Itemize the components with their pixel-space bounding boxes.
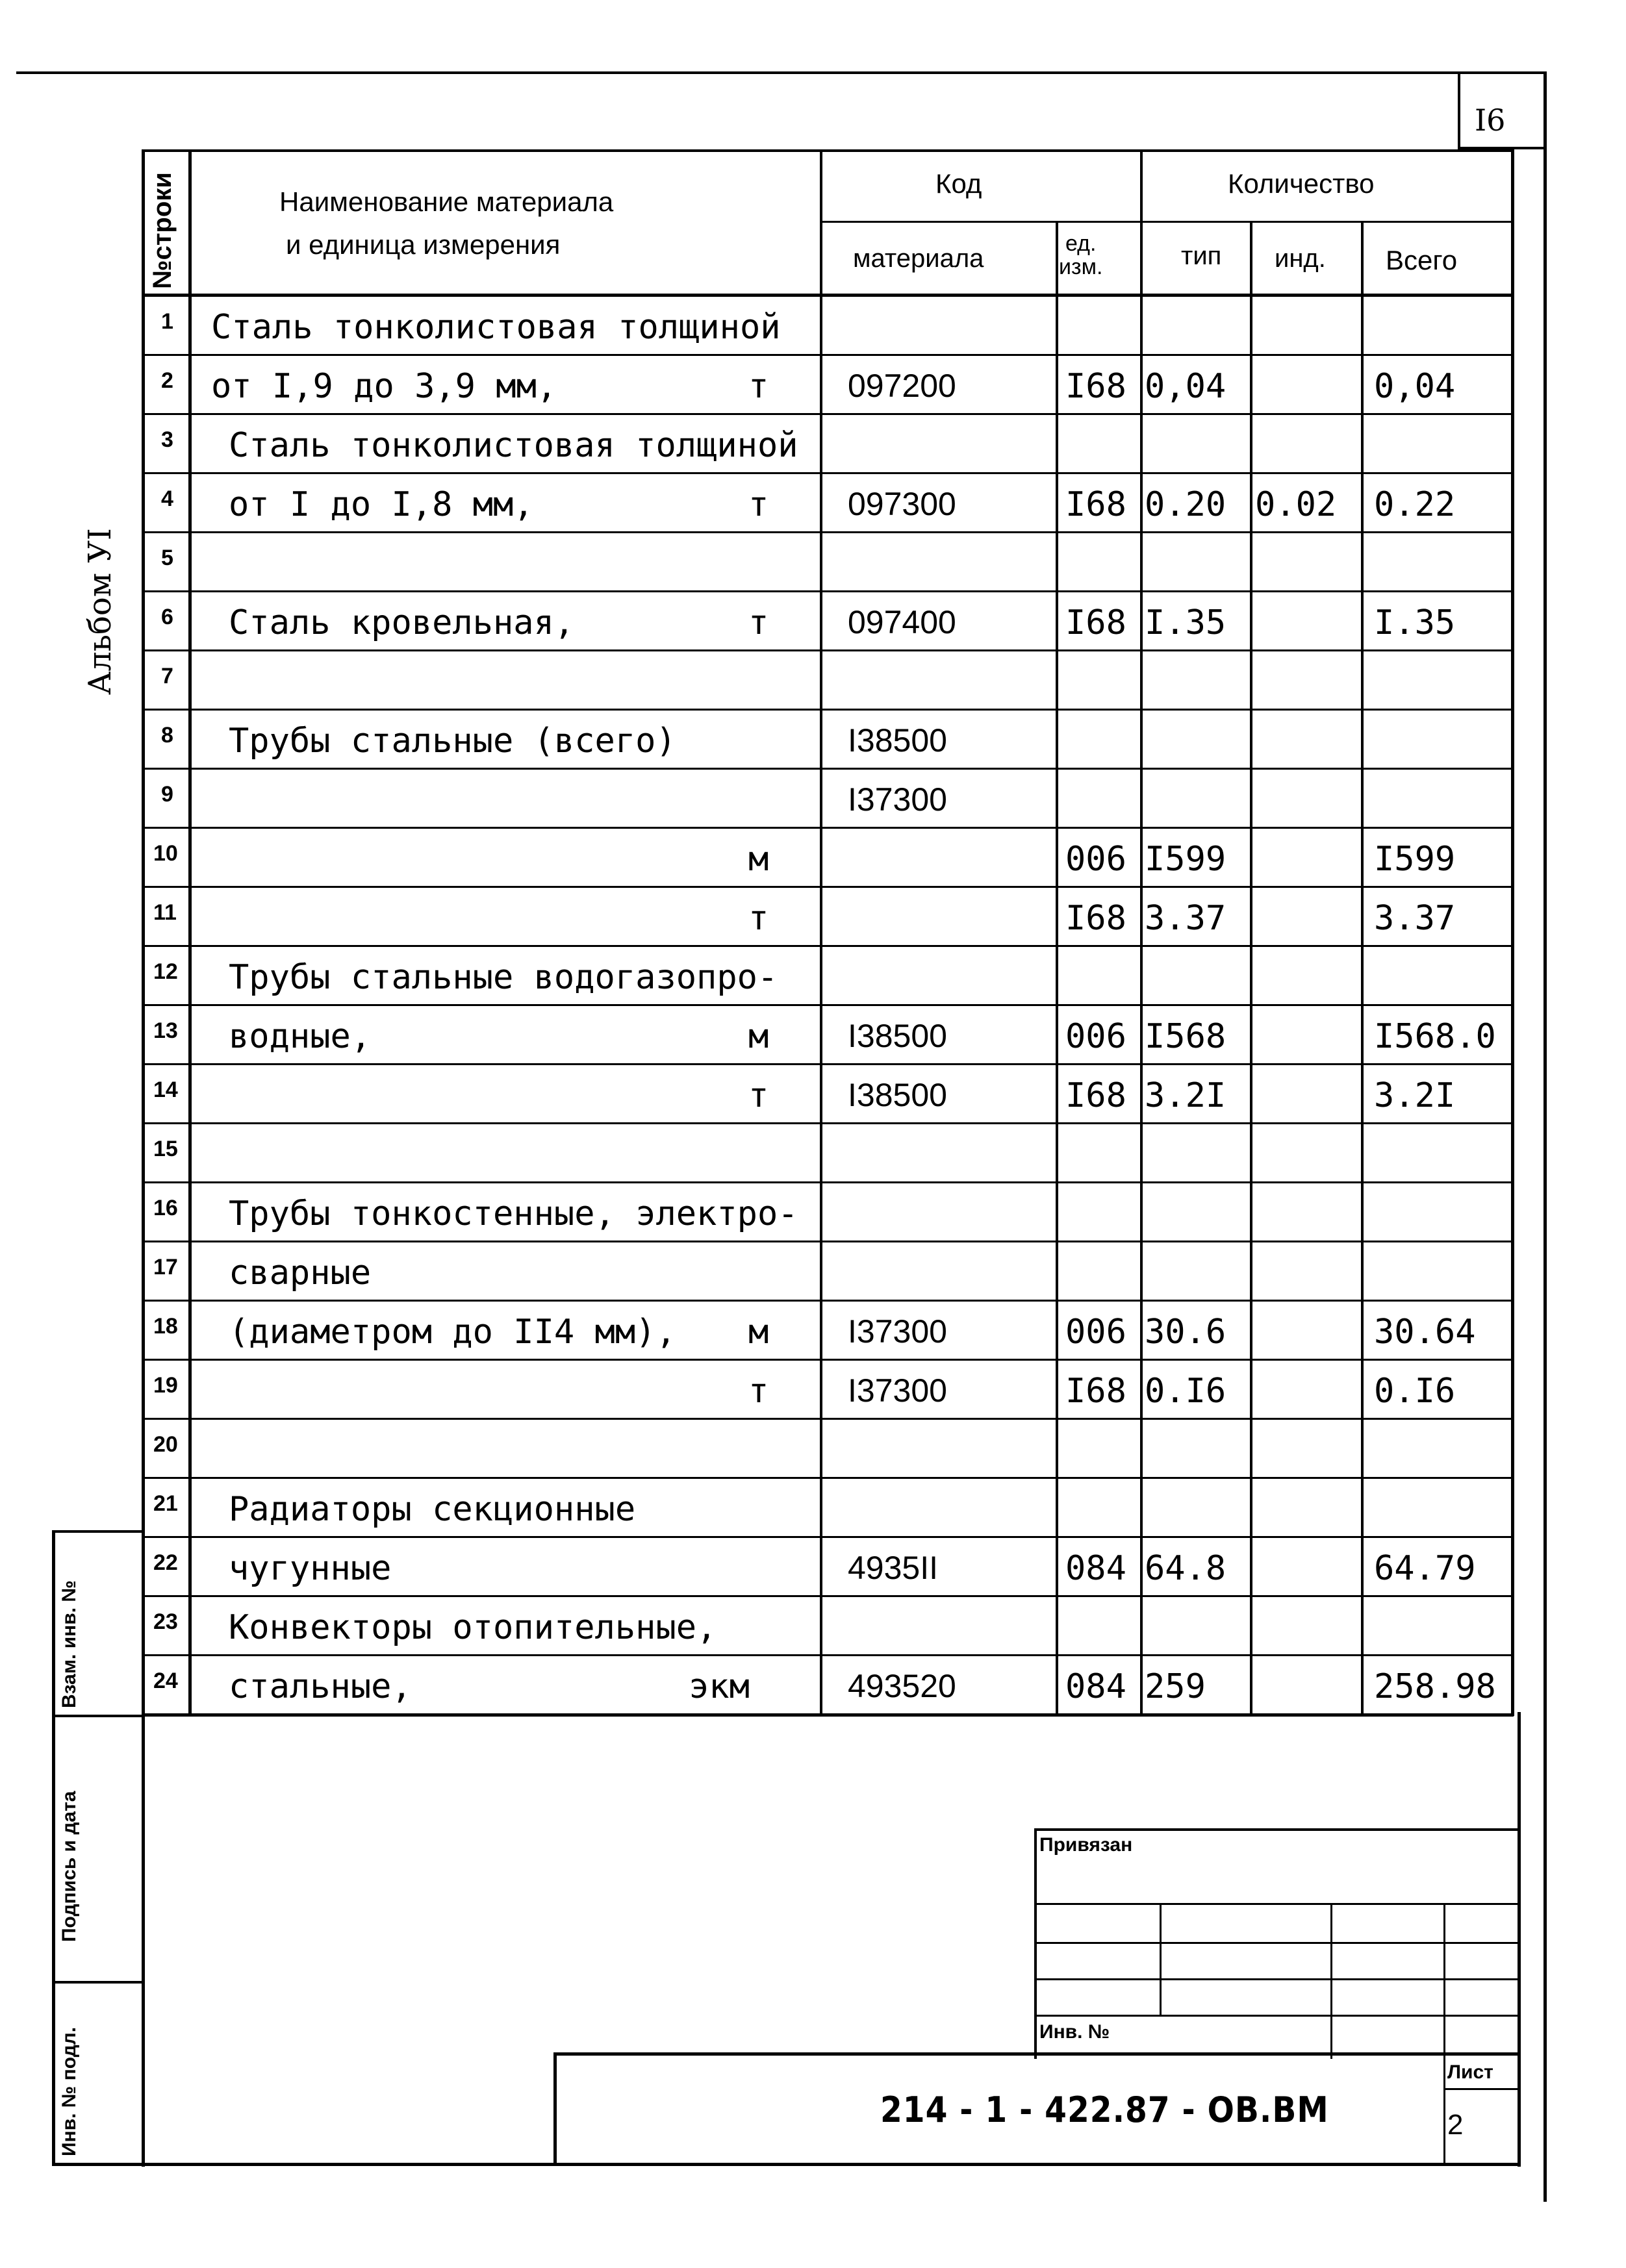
material-code: I37300 (848, 781, 947, 818)
row-number: 2 (161, 368, 173, 393)
right-frame-line (1543, 71, 1547, 2202)
row-number: 24 (153, 1669, 178, 1693)
header-name-line1: Наименование материала (279, 186, 614, 217)
header-row-number: №строки (148, 172, 177, 289)
row-line (142, 413, 1514, 415)
material-code: I37300 (848, 1313, 947, 1350)
quantity-type: 3.37 (1145, 899, 1226, 938)
quantity-type: 3.2I (1145, 1076, 1226, 1115)
bottom-frame-right (1518, 1712, 1521, 2167)
measure-unit: м (748, 1313, 769, 1352)
stamp-line-3 (1034, 1978, 1519, 1980)
unit-code: I68 (1065, 899, 1126, 938)
row-line (142, 1181, 1514, 1183)
quantity-type: 0.20 (1145, 485, 1226, 524)
stamp-doc-left (553, 2052, 557, 2166)
material-name: Сталь тонколистовая толщиной (229, 426, 798, 465)
header-name-line2: и единица измерения (286, 229, 561, 260)
quantity-total: 30.64 (1374, 1313, 1476, 1352)
quantity-ind: 0.02 (1255, 485, 1337, 524)
measure-unit: т (748, 1076, 769, 1115)
row-number: 8 (161, 723, 173, 748)
material-code: I37300 (848, 1372, 947, 1409)
row-number: 6 (161, 605, 173, 629)
quantity-total: 3.37 (1374, 899, 1456, 938)
quantity-total: 258.98 (1374, 1667, 1496, 1706)
measure-unit: т (748, 899, 769, 938)
measure-unit: м (748, 1017, 769, 1056)
row-number: 22 (153, 1550, 178, 1575)
material-name: Радиаторы секционные (229, 1490, 636, 1529)
header-code: Код (935, 168, 982, 199)
margin-left-line (52, 1530, 55, 2165)
top-frame-line (16, 71, 1546, 74)
material-code: 097300 (848, 486, 956, 522)
unit-code: 006 (1065, 1313, 1126, 1352)
row-line (142, 1654, 1514, 1656)
unit-code: 006 (1065, 1017, 1126, 1056)
quantity-type: 64.8 (1145, 1549, 1226, 1588)
row-line (142, 1713, 1514, 1717)
stamp-line-1 (1034, 1903, 1519, 1905)
row-number: 17 (153, 1255, 178, 1279)
row-number: 5 (161, 546, 173, 570)
material-name: стальные, (229, 1667, 412, 1706)
row-number: 13 (153, 1018, 178, 1043)
material-name: Сталь тонколистовая толщиной (211, 308, 781, 347)
row-line (142, 1359, 1514, 1361)
stamp-top-line (1034, 1828, 1519, 1831)
column-line (1056, 221, 1058, 1716)
page-number: I6 (1475, 103, 1506, 138)
unit-code: 084 (1065, 1667, 1126, 1706)
quantity-type: I568 (1145, 1017, 1226, 1056)
row-line (142, 1241, 1514, 1242)
stamp-inv-no: Инв. № (1039, 2021, 1110, 2043)
measure-unit: т (748, 367, 769, 406)
header-type: тип (1181, 242, 1222, 270)
quantity-total: I568.0 (1374, 1017, 1496, 1056)
row-line (142, 1536, 1514, 1538)
column-line (1511, 149, 1514, 1716)
column-line (188, 149, 192, 1716)
row-number: 15 (153, 1137, 178, 1161)
quantity-total: 0,04 (1374, 367, 1456, 406)
material-code: I38500 (848, 1018, 947, 1054)
row-number: 1 (161, 309, 173, 334)
column-line (1361, 221, 1364, 1716)
quantity-total: 0.22 (1374, 485, 1456, 524)
row-line (142, 1595, 1514, 1597)
unit-code: I68 (1065, 1076, 1126, 1115)
material-name: Сталь кровельная, (229, 603, 575, 642)
column-line (142, 149, 145, 1716)
unit-code: I68 (1065, 485, 1126, 524)
material-name: Трубы стальные водогазопро- (229, 958, 778, 997)
quantity-total: I599 (1374, 840, 1456, 879)
material-name: от I,9 до 3,9 мм, (211, 367, 557, 406)
album-label: Альбом УI (82, 527, 118, 695)
bottom-frame-left (142, 1712, 145, 2167)
unit-code: 084 (1065, 1549, 1126, 1588)
measure-unit: т (748, 603, 769, 642)
column-line (820, 149, 822, 1716)
measure-unit: м (748, 840, 769, 879)
row-line (142, 590, 1514, 592)
quantity-type: I599 (1145, 840, 1226, 879)
bottom-frame-line (52, 2163, 1520, 2166)
row-line (142, 1477, 1514, 1479)
header-mid-line (820, 221, 1514, 223)
row-line (142, 531, 1514, 533)
table-top-line (142, 149, 1514, 152)
row-line (142, 1063, 1514, 1065)
quantity-type: 259 (1145, 1667, 1206, 1706)
margin-top-line (52, 1530, 143, 1533)
material-code: 097200 (848, 368, 956, 404)
material-name: Трубы стальные (всего) (229, 722, 676, 761)
quantity-type: 0.I6 (1145, 1372, 1226, 1411)
row-line (142, 768, 1514, 770)
header-quantity: Количество (1228, 168, 1375, 199)
stamp-doc-top (553, 2052, 1519, 2056)
unit-code: 006 (1065, 840, 1126, 879)
material-code: 4935II (848, 1550, 939, 1586)
margin-vzam-inv: Взам. инв. № (58, 1580, 80, 1708)
material-code: 097400 (848, 604, 956, 640)
material-code: 493520 (848, 1668, 956, 1704)
unit-code: I68 (1065, 367, 1126, 406)
material-name: чугунные (229, 1549, 392, 1588)
row-number: 4 (161, 486, 173, 511)
margin-line-1 (52, 1715, 143, 1717)
header-material: материала (853, 244, 984, 273)
material-code: I38500 (848, 722, 947, 759)
stamp-line-4 (1034, 2015, 1519, 2017)
quantity-total: 64.79 (1374, 1549, 1476, 1588)
material-name: (диаметром до II4 мм), (229, 1313, 676, 1352)
row-number: 16 (153, 1196, 178, 1220)
row-line (142, 827, 1514, 829)
row-line (142, 1300, 1514, 1302)
row-line (142, 1122, 1514, 1124)
row-number: 7 (161, 664, 173, 688)
material-name: сварные (229, 1254, 372, 1292)
row-line (142, 945, 1514, 947)
header-unit-line2: изм. (1059, 255, 1103, 279)
row-number: 11 (153, 900, 177, 925)
measure-unit: т (748, 1372, 769, 1411)
quantity-total: I.35 (1374, 603, 1456, 642)
stamp-sheet-value: 2 (1447, 2109, 1464, 2141)
row-number: 9 (161, 782, 173, 807)
quantity-total: 3.2I (1374, 1076, 1456, 1115)
material-name: водные, (229, 1017, 372, 1056)
header-ind: инд. (1275, 244, 1326, 273)
unit-code: I68 (1065, 603, 1126, 642)
page-number-box-left (1458, 71, 1460, 149)
quantity-total: 0.I6 (1374, 1372, 1456, 1411)
header-total: Всего (1386, 245, 1458, 275)
row-number: 21 (153, 1491, 178, 1516)
quantity-type: 0,04 (1145, 367, 1226, 406)
row-number: 12 (153, 959, 178, 984)
row-line (142, 1418, 1514, 1420)
unit-code: I68 (1065, 1372, 1126, 1411)
row-number: 23 (153, 1609, 178, 1634)
margin-line-2 (52, 1981, 143, 1984)
material-code: I38500 (848, 1077, 947, 1113)
quantity-type: I.35 (1145, 603, 1226, 642)
row-number: 10 (153, 841, 178, 866)
row-line (142, 354, 1514, 356)
row-number: 18 (153, 1314, 178, 1339)
stamp-col-3 (1443, 1903, 1445, 2163)
row-number: 20 (153, 1432, 178, 1457)
row-line (142, 1004, 1514, 1006)
row-number: 3 (161, 427, 173, 452)
stamp-col-2 (1330, 1903, 1332, 2059)
header-bottom-line (142, 294, 1514, 297)
stamp-line-2 (1034, 1942, 1519, 1944)
row-line (142, 649, 1514, 651)
row-line (142, 472, 1514, 474)
margin-sign-date: Подпись и дата (58, 1791, 80, 1942)
quantity-type: 30.6 (1145, 1313, 1226, 1352)
stamp-sheet-divider (1443, 2088, 1519, 2090)
stamp-bound: Привязан (1039, 1834, 1133, 1856)
material-name: Конвекторы отопительные, (229, 1608, 717, 1647)
row-number: 14 (153, 1077, 178, 1102)
row-line (142, 709, 1514, 711)
column-line (1250, 221, 1252, 1716)
material-name: от I до I,8 мм, (229, 485, 534, 524)
stamp-sheet-label: Лист (1447, 2061, 1493, 2083)
stamp-col-1 (1160, 1903, 1162, 2017)
header-unit-line1: ед. (1065, 231, 1097, 256)
measure-unit: экм (689, 1667, 750, 1706)
margin-inv-podl: Инв. № подл. (58, 2026, 80, 2156)
material-name: Трубы тонкостенные, электро- (229, 1194, 798, 1233)
column-line (1140, 149, 1143, 1716)
row-line (142, 886, 1514, 888)
stamp-doc-code: 214 - 1 - 422.87 - ОВ.ВМ (880, 2089, 1329, 2130)
measure-unit: т (748, 485, 769, 524)
row-number: 19 (153, 1373, 178, 1398)
